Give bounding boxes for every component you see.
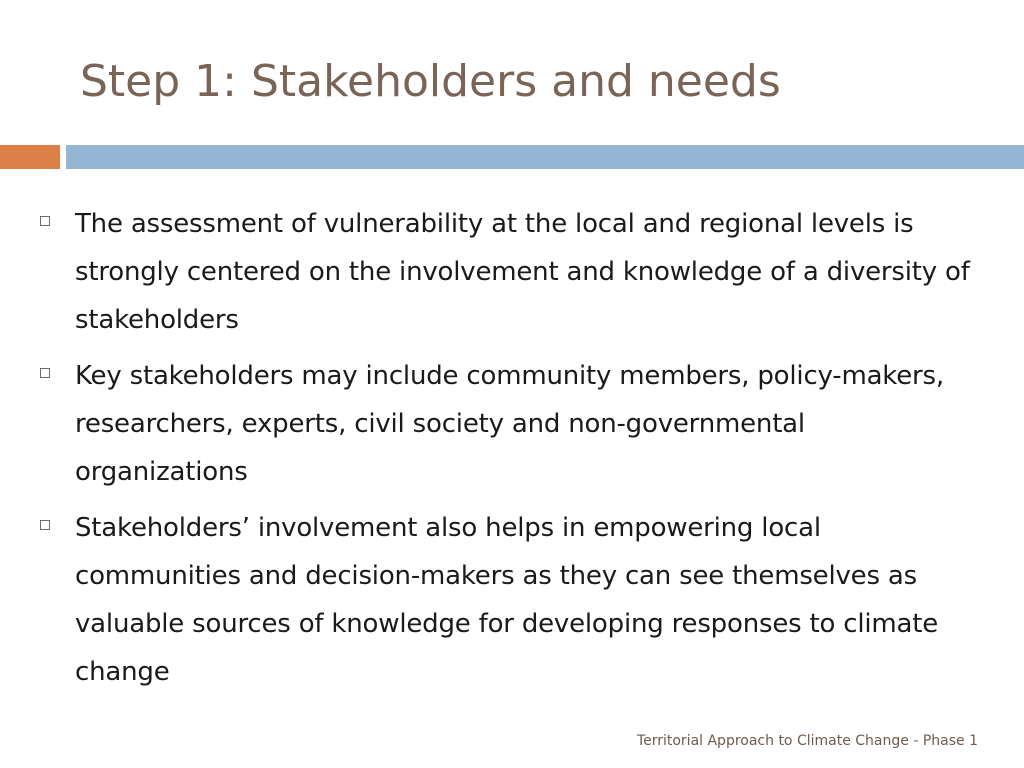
bullet-item [40,200,970,344]
bullet-list [40,200,970,704]
square-bullet-icon [40,216,50,226]
bullet-text: Key stakeholders may include community members, policy-makers, researchers, experts, civil society and non-governmental organizations [75,361,944,487]
bullet-text: The assessment of vulnerability at the local and regional levels is strongly centered on the involvement and knowledge of a diversity of stakeholders [75,209,970,335]
bullet-item [40,352,970,496]
bullet-text: Stakeholders’ involvement also helps in empowering local communities and decision-makers as they can see themselves as valuable sources of knowledge for developing responses to climate change [75,513,939,687]
accent-bar-blue [66,145,1024,169]
slide-title: Step 1: Stakeholders and needs [80,56,781,107]
bullet-item [40,504,970,696]
slide-footer: Territorial Approach to Climate Change - Phase 1 [636,733,978,749]
accent-bar-orange [0,145,60,169]
square-bullet-icon [40,520,50,530]
square-bullet-icon [40,368,50,378]
